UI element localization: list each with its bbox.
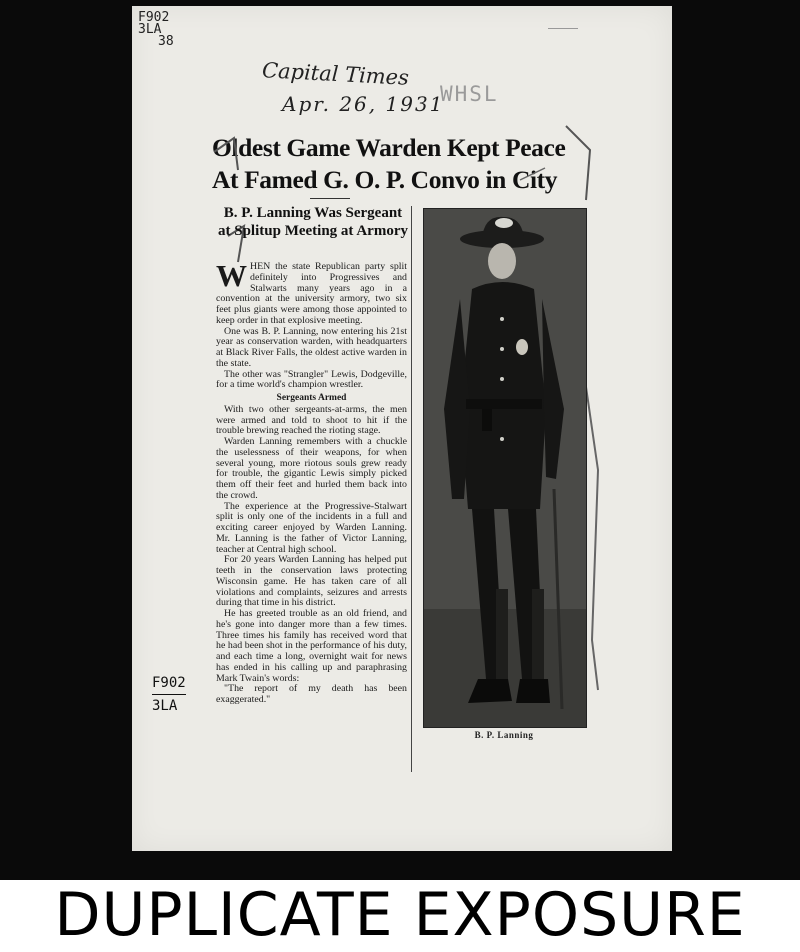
headline-rule — [310, 198, 350, 199]
duplicate-exposure-banner: DUPLICATE EXPOSURE — [0, 880, 800, 952]
article-paragraph — [216, 258, 407, 327]
drop-cap: W — [216, 258, 247, 293]
article-body — [216, 258, 407, 706]
warden-figure — [424, 209, 586, 727]
article-paragraph: Warden Lanning remembers with a chuckle the uselessness of their weapons, for when several young, more riotous souls grew ready for trouble, the gigantic Lewis simply picked them off their feet and hurled them back into the crowd. — [216, 436, 407, 501]
article-paragraph: "The report of my death has been exaggerated." — [216, 683, 407, 705]
date-annotation: Apr. 26, 1931 — [282, 92, 445, 116]
headline-line: Oldest Game Warden Kept Peace — [212, 133, 566, 162]
article-paragraph: For 20 years Warden Lanning has helped put teeth in the conservation laws protecting Wisconsin game. He has taken care of all violations and complaints, seizures and arrests during that time in his district. — [216, 554, 407, 609]
column-rule — [411, 206, 412, 772]
source-annotation: Capital Times — [261, 58, 410, 90]
corner-code-line: 3LA — [138, 22, 162, 37]
corner-code-line: 38 — [158, 34, 174, 49]
margin-catalog-code — [152, 672, 186, 717]
pencil-stroke — [214, 138, 238, 170]
portrait-photo — [423, 208, 587, 728]
perforated-stamp: WHSL — [440, 82, 499, 106]
corner-code-line: F902 — [138, 10, 170, 25]
article-paragraph: With two other sergeants-at-arms, the men were armed and told to shoot to hit if the trouble brewing reached the rioting stage. — [216, 403, 407, 437]
photo-caption: B. P. Lanning — [474, 730, 534, 740]
margin-code-line: 3LA — [152, 698, 178, 714]
paragraph-text: HEN the state Republican party split definitely into Progressives and Stalwarts many years ago in a convention at the university armory, two six feet plus giants were among those appointed to keep order in that explosive meeting. — [216, 261, 407, 326]
article-paragraph: The experience at the Progressive-Stalwart split is only one of the incidents in a full and exciting career enjoyed by Warden Lanning. Mr. Lanning is the father of Victor Lanning, teacher at Central high school. — [216, 500, 407, 555]
margin-code-line: F902 — [152, 672, 186, 695]
pencil-stroke — [520, 168, 545, 180]
headline-line: At Famed G. O. P. Convo in City — [212, 165, 558, 194]
pencil-stroke — [566, 126, 590, 200]
subheadline-deck: B. P. Lanning Was Sergeant at Splitup Meeting at Armory — [218, 205, 408, 239]
article-paragraph: One was B. P. Lanning, now entering his 21st year as conservation warden, with headquarters at Black River Falls, the oldest active warden in the state. — [216, 325, 407, 369]
article-paragraph: The other was "Strangler" Lewis, Dodgeville, for a time world's champion wrestler. — [216, 368, 407, 391]
section-subhead: Sergeants Armed — [276, 393, 347, 403]
article-paragraph: He has greeted trouble as an old friend, and he's gone into danger more than a few times. Three times his family has received word that he had been shot in the performance of his duty, and each time a long, overnight wait for news has ended in his calling up and paraphrasing Mark Twain's words: — [216, 608, 407, 684]
